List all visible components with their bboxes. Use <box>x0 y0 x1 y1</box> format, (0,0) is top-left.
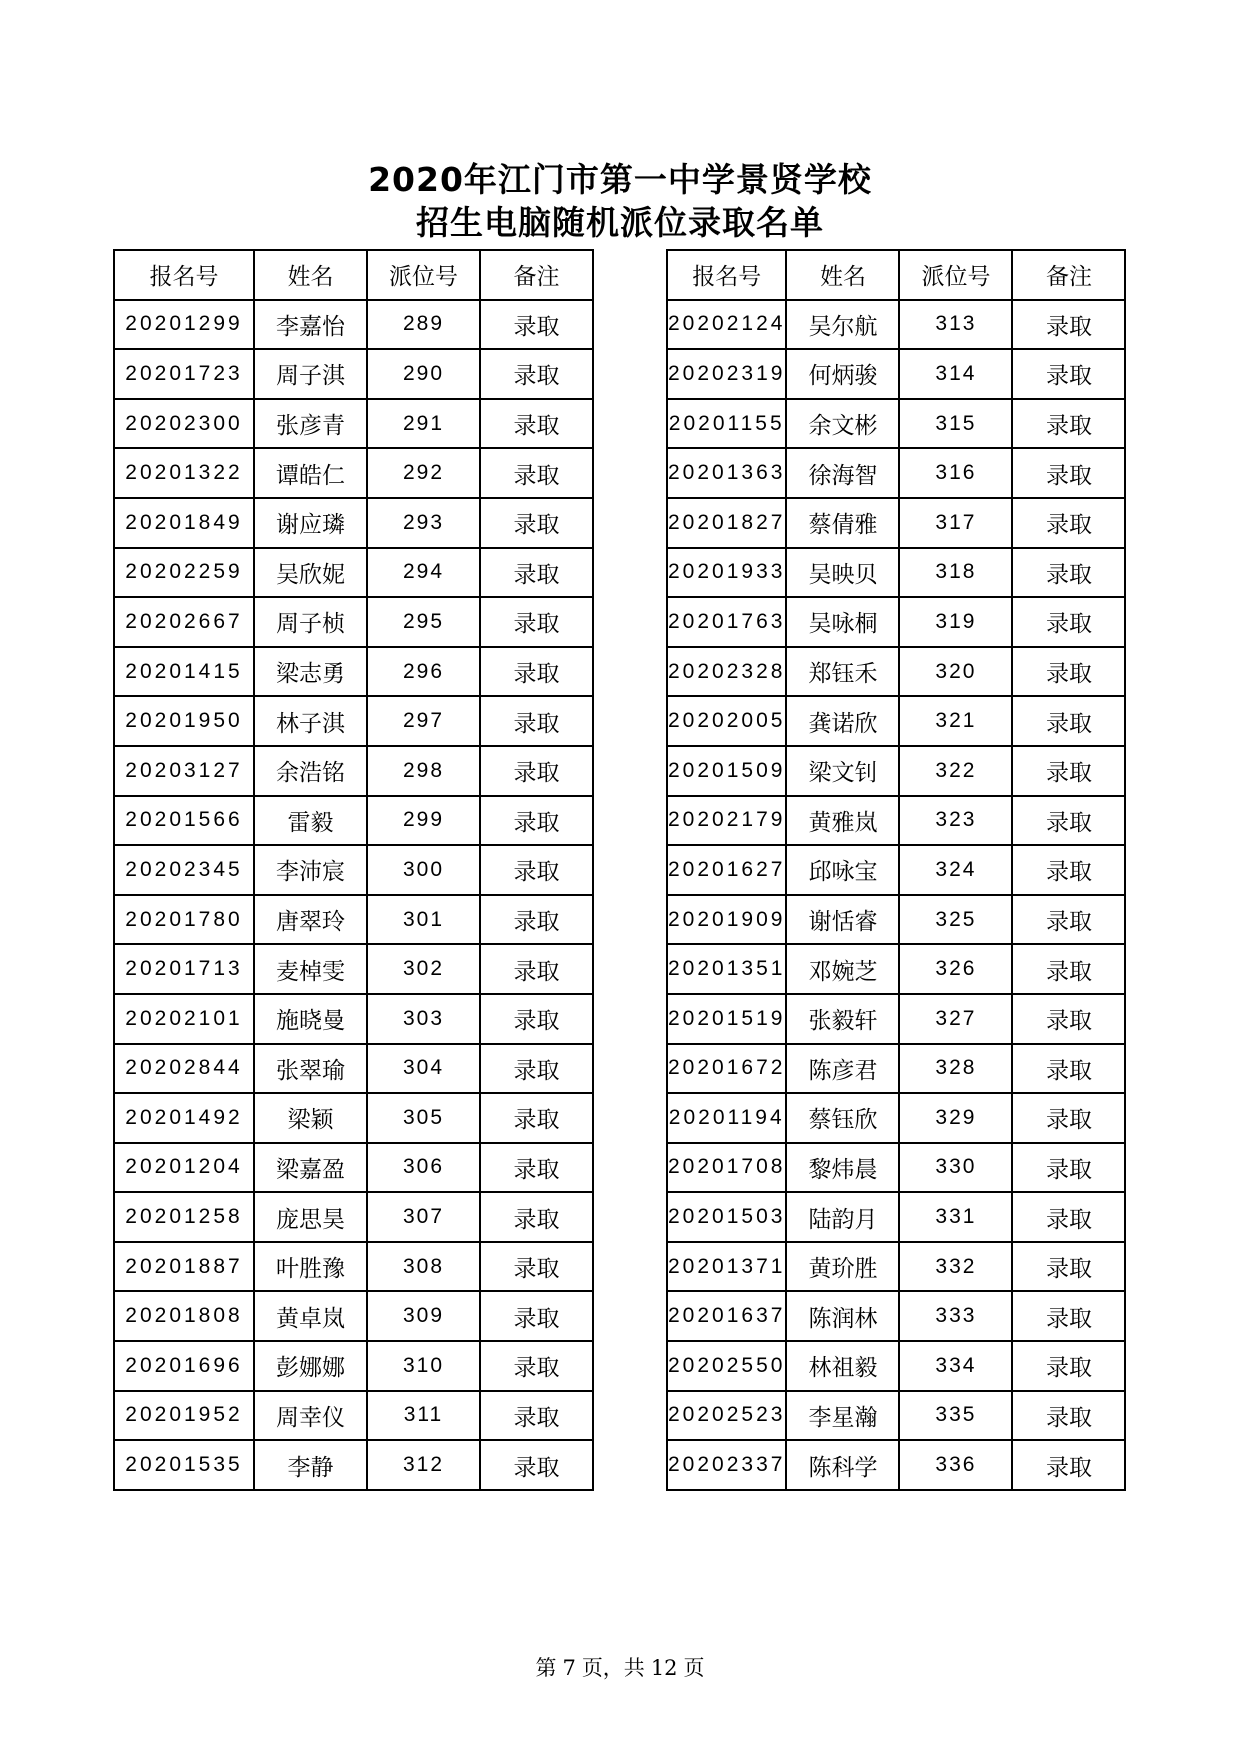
table-row <box>114 399 593 449</box>
table-body-right <box>667 300 1125 1490</box>
remark-cell: 录取 <box>480 1093 593 1143</box>
placement-number-cell: 298 <box>367 746 480 796</box>
registration-number-cell: 20202179 <box>667 796 786 846</box>
registration-number-cell: 20201415 <box>114 647 254 697</box>
remark-cell: 录取 <box>1012 548 1125 598</box>
registration-number-cell: 20201566 <box>114 796 254 846</box>
student-name-cell: 黄玠胜 <box>786 1242 899 1292</box>
registration-number-cell: 20202259 <box>114 548 254 598</box>
registration-number-cell: 20202300 <box>114 399 254 449</box>
table-row <box>667 448 1125 498</box>
registration-number-cell: 20201204 <box>114 1143 254 1193</box>
table-row <box>114 647 593 697</box>
registration-number-cell: 20202844 <box>114 1044 254 1094</box>
placement-number-cell: 295 <box>367 597 480 647</box>
remark-cell: 录取 <box>480 796 593 846</box>
table-row <box>667 1391 1125 1441</box>
table-row <box>114 498 593 548</box>
table-row <box>667 349 1125 399</box>
student-name-cell: 徐海智 <box>786 448 899 498</box>
placement-number-cell: 321 <box>899 696 1012 746</box>
remark-cell: 录取 <box>480 399 593 449</box>
table-row <box>114 349 593 399</box>
student-name-cell: 龚诺欣 <box>786 696 899 746</box>
registration-number-cell: 20201535 <box>114 1440 254 1490</box>
placement-number-cell: 306 <box>367 1143 480 1193</box>
table-row <box>114 1044 593 1094</box>
registration-number-cell: 20201708 <box>667 1143 786 1193</box>
registration-number-cell: 20202337 <box>667 1440 786 1490</box>
table-row <box>114 1242 593 1292</box>
student-name-cell: 邱咏宝 <box>786 845 899 895</box>
placement-number-cell: 323 <box>899 796 1012 846</box>
remark-cell: 录取 <box>480 647 593 697</box>
placement-number-cell: 322 <box>899 746 1012 796</box>
student-name-cell: 何炳骏 <box>786 349 899 399</box>
student-name-cell: 蔡钰欣 <box>786 1093 899 1143</box>
table-row <box>114 696 593 746</box>
placement-number-cell: 328 <box>899 1044 1012 1094</box>
table-row <box>667 994 1125 1044</box>
footer-page-prefix: 第 <box>535 1656 557 1680</box>
student-name-cell: 周子桢 <box>254 597 367 647</box>
table-row <box>114 1341 593 1391</box>
placement-number-cell: 312 <box>367 1440 480 1490</box>
student-name-cell: 吴咏桐 <box>786 597 899 647</box>
footer-page-suffix: 页，共 <box>581 1656 645 1680</box>
remark-cell: 录取 <box>480 548 593 598</box>
registration-number-cell: 20201519 <box>667 994 786 1044</box>
student-name-cell: 李嘉怡 <box>254 300 367 350</box>
placement-number-cell: 305 <box>367 1093 480 1143</box>
registration-number-cell: 20202101 <box>114 994 254 1044</box>
placement-number-cell: 336 <box>899 1440 1012 1490</box>
placement-number-cell: 325 <box>899 895 1012 945</box>
remark-cell: 录取 <box>480 845 593 895</box>
student-name-cell: 林祖毅 <box>786 1341 899 1391</box>
remark-cell: 录取 <box>480 1391 593 1441</box>
table-row <box>114 944 593 994</box>
remark-cell: 录取 <box>480 994 593 1044</box>
registration-number-cell: 20202005 <box>667 696 786 746</box>
document-title-line1: 2020年江门市第一中学景贤学校 <box>368 160 872 199</box>
admission-table-right <box>666 249 1126 1491</box>
remark-cell: 录取 <box>1012 349 1125 399</box>
student-name-cell: 梁志勇 <box>254 647 367 697</box>
remark-cell: 录取 <box>1012 399 1125 449</box>
footer-page-number: 7 <box>562 1656 576 1680</box>
student-name-cell: 梁嘉盈 <box>254 1143 367 1193</box>
registration-number-cell: 20202328 <box>667 647 786 697</box>
registration-number-cell: 20201194 <box>667 1093 786 1143</box>
table-row <box>114 1440 593 1490</box>
student-name-cell: 李静 <box>254 1440 367 1490</box>
placement-number-cell: 330 <box>899 1143 1012 1193</box>
table-row <box>667 1242 1125 1292</box>
table-row <box>667 895 1125 945</box>
registration-number-cell: 20201155 <box>667 399 786 449</box>
placement-number-cell: 294 <box>367 548 480 598</box>
placement-number-cell: 292 <box>367 448 480 498</box>
placement-number-cell: 316 <box>899 448 1012 498</box>
footer-total-pages: 12 <box>650 1656 678 1680</box>
registration-number-cell: 20201637 <box>667 1291 786 1341</box>
placement-number-cell: 304 <box>367 1044 480 1094</box>
registration-number-cell: 20201322 <box>114 448 254 498</box>
table-row <box>667 746 1125 796</box>
remark-cell: 录取 <box>480 1044 593 1094</box>
remark-cell: 录取 <box>1012 796 1125 846</box>
table-row <box>114 796 593 846</box>
placement-number-cell: 326 <box>899 944 1012 994</box>
registration-number-cell: 20203127 <box>114 746 254 796</box>
placement-number-cell: 331 <box>899 1192 1012 1242</box>
remark-cell: 录取 <box>1012 448 1125 498</box>
table-row <box>667 647 1125 697</box>
table-row <box>667 1291 1125 1341</box>
remark-cell: 录取 <box>480 1341 593 1391</box>
placement-number-cell: 301 <box>367 895 480 945</box>
registration-number-cell: 20202124 <box>667 300 786 350</box>
remark-cell: 录取 <box>480 944 593 994</box>
remark-cell: 录取 <box>1012 1341 1125 1391</box>
remark-cell: 录取 <box>480 597 593 647</box>
remark-cell: 录取 <box>480 448 593 498</box>
registration-number-cell: 20201509 <box>667 746 786 796</box>
registration-number-cell: 20202319 <box>667 349 786 399</box>
table-row <box>667 944 1125 994</box>
registration-number-cell: 20201492 <box>114 1093 254 1143</box>
student-name-cell: 李星瀚 <box>786 1391 899 1441</box>
placement-number-cell: 324 <box>899 845 1012 895</box>
table-row <box>667 1440 1125 1490</box>
student-name-cell: 谢应璘 <box>254 498 367 548</box>
remark-cell: 录取 <box>1012 1044 1125 1094</box>
registration-number-cell: 20201808 <box>114 1291 254 1341</box>
remark-cell: 录取 <box>1012 1242 1125 1292</box>
table-row <box>114 597 593 647</box>
student-name-cell: 张翠瑜 <box>254 1044 367 1094</box>
registration-number-cell: 20201696 <box>114 1341 254 1391</box>
remark-cell: 录取 <box>1012 994 1125 1044</box>
table-row <box>667 1093 1125 1143</box>
remark-cell: 录取 <box>1012 597 1125 647</box>
remark-cell: 录取 <box>1012 300 1125 350</box>
registration-number-cell: 20201952 <box>114 1391 254 1441</box>
registration-number-cell: 20201780 <box>114 895 254 945</box>
placement-number-cell: 300 <box>367 845 480 895</box>
student-name-cell: 谢恬睿 <box>786 895 899 945</box>
registration-number-cell: 20201887 <box>114 1242 254 1292</box>
placement-number-cell: 308 <box>367 1242 480 1292</box>
registration-number-cell: 20201763 <box>667 597 786 647</box>
placement-number-cell: 333 <box>899 1291 1012 1341</box>
remark-cell: 录取 <box>1012 944 1125 994</box>
registration-number-cell: 20201351 <box>667 944 786 994</box>
table-row <box>667 597 1125 647</box>
header-remark: 备注 <box>1012 250 1125 300</box>
table-row <box>114 548 593 598</box>
placement-number-cell: 313 <box>899 300 1012 350</box>
remark-cell: 录取 <box>1012 1143 1125 1193</box>
student-name-cell: 施晓曼 <box>254 994 367 1044</box>
student-name-cell: 陈彦君 <box>786 1044 899 1094</box>
table-row <box>114 895 593 945</box>
placement-number-cell: 317 <box>899 498 1012 548</box>
student-name-cell: 张毅轩 <box>786 994 899 1044</box>
remark-cell: 录取 <box>480 895 593 945</box>
table-header-row <box>114 250 593 300</box>
remark-cell: 录取 <box>480 696 593 746</box>
table-row <box>114 746 593 796</box>
student-name-cell: 张彦青 <box>254 399 367 449</box>
placement-number-cell: 315 <box>899 399 1012 449</box>
remark-cell: 录取 <box>480 1143 593 1193</box>
student-name-cell: 郑钰禾 <box>786 647 899 697</box>
table-row <box>114 1143 593 1193</box>
table-row <box>667 1143 1125 1193</box>
registration-number-cell: 20201933 <box>667 548 786 598</box>
placement-number-cell: 303 <box>367 994 480 1044</box>
registration-number-cell: 20202345 <box>114 845 254 895</box>
placement-number-cell: 296 <box>367 647 480 697</box>
table-row <box>667 548 1125 598</box>
student-name-cell: 吴尔航 <box>786 300 899 350</box>
table-row <box>667 300 1125 350</box>
page-footer <box>0 1652 1240 1682</box>
placement-number-cell: 314 <box>899 349 1012 399</box>
table-row <box>114 1093 593 1143</box>
table-row <box>114 1291 593 1341</box>
remark-cell: 录取 <box>1012 498 1125 548</box>
placement-number-cell: 297 <box>367 696 480 746</box>
table-row <box>667 796 1125 846</box>
remark-cell: 录取 <box>480 349 593 399</box>
document-title-line2: 招生电脑随机派位录取名单 <box>416 203 824 242</box>
student-name-cell: 吴欣妮 <box>254 548 367 598</box>
student-name-cell: 邓婉芝 <box>786 944 899 994</box>
registration-number-cell: 20201723 <box>114 349 254 399</box>
student-name-cell: 梁颖 <box>254 1093 367 1143</box>
header-registration-number: 报名号 <box>667 250 786 300</box>
table-row <box>667 1192 1125 1242</box>
registration-number-cell: 20201827 <box>667 498 786 548</box>
remark-cell: 录取 <box>1012 845 1125 895</box>
remark-cell: 录取 <box>1012 1391 1125 1441</box>
student-name-cell: 彭娜娜 <box>254 1341 367 1391</box>
header-placement-number: 派位号 <box>367 250 480 300</box>
placement-number-cell: 310 <box>367 1341 480 1391</box>
remark-cell: 录取 <box>1012 895 1125 945</box>
header-name: 姓名 <box>786 250 899 300</box>
student-name-cell: 陆韵月 <box>786 1192 899 1242</box>
registration-number-cell: 20202667 <box>114 597 254 647</box>
header-name: 姓名 <box>254 250 367 300</box>
remark-cell: 录取 <box>480 1440 593 1490</box>
registration-number-cell: 20201950 <box>114 696 254 746</box>
table-row <box>667 1341 1125 1391</box>
placement-number-cell: 291 <box>367 399 480 449</box>
placement-number-cell: 289 <box>367 300 480 350</box>
student-name-cell: 陈润林 <box>786 1291 899 1341</box>
table-row <box>667 498 1125 548</box>
registration-number-cell: 20201909 <box>667 895 786 945</box>
header-placement-number: 派位号 <box>899 250 1012 300</box>
registration-number-cell: 20202523 <box>667 1391 786 1441</box>
placement-number-cell: 320 <box>899 647 1012 697</box>
placement-number-cell: 319 <box>899 597 1012 647</box>
placement-number-cell: 309 <box>367 1291 480 1341</box>
student-name-cell: 林子淇 <box>254 696 367 746</box>
remark-cell: 录取 <box>480 498 593 548</box>
table-row <box>114 300 593 350</box>
table-header-row <box>667 250 1125 300</box>
placement-number-cell: 329 <box>899 1093 1012 1143</box>
student-name-cell: 吴映贝 <box>786 548 899 598</box>
remark-cell: 录取 <box>480 1291 593 1341</box>
remark-cell: 录取 <box>1012 1291 1125 1341</box>
placement-number-cell: 293 <box>367 498 480 548</box>
admission-table-left <box>113 249 594 1491</box>
student-name-cell: 蔡倩雅 <box>786 498 899 548</box>
registration-number-cell: 20201713 <box>114 944 254 994</box>
remark-cell: 录取 <box>1012 696 1125 746</box>
table-row <box>114 1391 593 1441</box>
student-name-cell: 叶胜豫 <box>254 1242 367 1292</box>
table-row <box>114 994 593 1044</box>
remark-cell: 录取 <box>1012 647 1125 697</box>
placement-number-cell: 311 <box>367 1391 480 1441</box>
remark-cell: 录取 <box>480 746 593 796</box>
registration-number-cell: 20201672 <box>667 1044 786 1094</box>
student-name-cell: 谭皓仁 <box>254 448 367 498</box>
placement-number-cell: 299 <box>367 796 480 846</box>
registration-number-cell: 20201363 <box>667 448 786 498</box>
student-name-cell: 周子淇 <box>254 349 367 399</box>
student-name-cell: 唐翠玲 <box>254 895 367 945</box>
student-name-cell: 黄雅岚 <box>786 796 899 846</box>
remark-cell: 录取 <box>1012 1093 1125 1143</box>
table-row <box>667 1044 1125 1094</box>
table-row <box>114 1192 593 1242</box>
student-name-cell: 黎炜晨 <box>786 1143 899 1193</box>
remark-cell: 录取 <box>1012 746 1125 796</box>
footer-total-suffix: 页 <box>683 1656 705 1680</box>
registration-number-cell: 20201371 <box>667 1242 786 1292</box>
table-row <box>114 448 593 498</box>
placement-number-cell: 335 <box>899 1391 1012 1441</box>
remark-cell: 录取 <box>480 1242 593 1292</box>
placement-number-cell: 307 <box>367 1192 480 1242</box>
table-row <box>667 399 1125 449</box>
registration-number-cell: 20201258 <box>114 1192 254 1242</box>
table-body-left <box>114 300 593 1490</box>
student-name-cell: 余文彬 <box>786 399 899 449</box>
student-name-cell: 梁文钊 <box>786 746 899 796</box>
table-row <box>114 845 593 895</box>
header-remark: 备注 <box>480 250 593 300</box>
remark-cell: 录取 <box>1012 1192 1125 1242</box>
registration-number-cell: 20201627 <box>667 845 786 895</box>
placement-number-cell: 334 <box>899 1341 1012 1391</box>
remark-cell: 录取 <box>480 1192 593 1242</box>
placement-number-cell: 318 <box>899 548 1012 598</box>
placement-number-cell: 332 <box>899 1242 1012 1292</box>
header-registration-number: 报名号 <box>114 250 254 300</box>
placement-number-cell: 290 <box>367 349 480 399</box>
student-name-cell: 余浩铭 <box>254 746 367 796</box>
student-name-cell: 麦棹雯 <box>254 944 367 994</box>
student-name-cell: 雷毅 <box>254 796 367 846</box>
student-name-cell: 周幸仪 <box>254 1391 367 1441</box>
table-row <box>667 845 1125 895</box>
table-row <box>667 696 1125 746</box>
placement-number-cell: 302 <box>367 944 480 994</box>
registration-number-cell: 20201503 <box>667 1192 786 1242</box>
registration-number-cell: 20202550 <box>667 1341 786 1391</box>
registration-number-cell: 20201849 <box>114 498 254 548</box>
student-name-cell: 黄卓岚 <box>254 1291 367 1341</box>
remark-cell: 录取 <box>480 300 593 350</box>
student-name-cell: 陈科学 <box>786 1440 899 1490</box>
registration-number-cell: 20201299 <box>114 300 254 350</box>
placement-number-cell: 327 <box>899 994 1012 1044</box>
student-name-cell: 李沛宸 <box>254 845 367 895</box>
remark-cell: 录取 <box>1012 1440 1125 1490</box>
student-name-cell: 庞思昊 <box>254 1192 367 1242</box>
